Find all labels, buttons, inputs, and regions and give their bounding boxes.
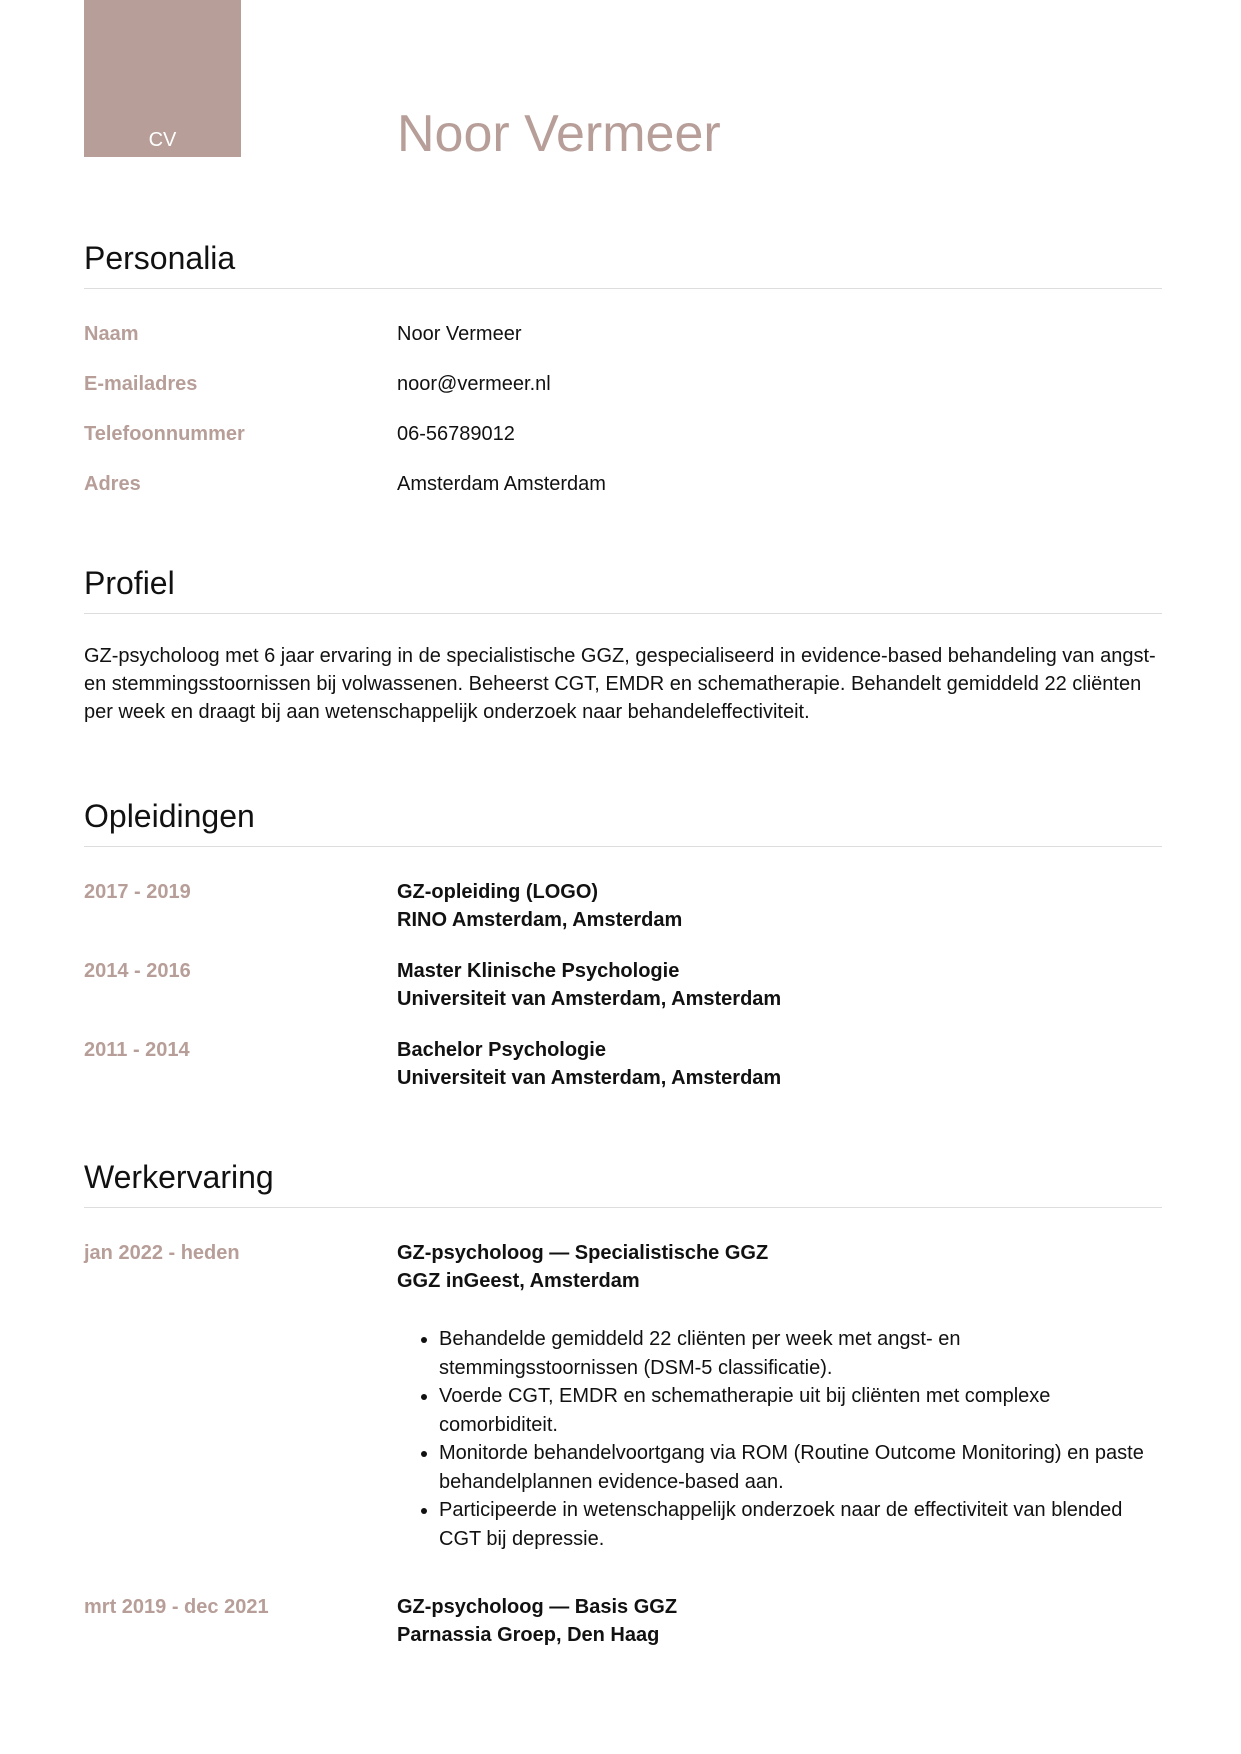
work-item bbox=[84, 1593, 1162, 1649]
personalia-row-naam bbox=[84, 320, 1162, 370]
education-item bbox=[84, 878, 1162, 957]
education-degree: GZ-opleiding (LOGO) bbox=[397, 881, 599, 903]
personalia-row-adres bbox=[84, 470, 1162, 520]
education-period: 2014 - 2016 bbox=[84, 960, 191, 982]
work-period: jan 2022 - heden bbox=[84, 1242, 240, 1264]
education-list bbox=[84, 878, 1162, 1115]
work-period: mrt 2019 - dec 2021 bbox=[84, 1596, 269, 1618]
education-item bbox=[84, 957, 1162, 1036]
work-list bbox=[84, 1239, 1162, 1649]
field-label: Telefoonnummer bbox=[84, 423, 245, 445]
list-item: • Participeerde in wetenschappelijk onderzoek naar de effectiviteit van blended CGT bij depressie. bbox=[439, 1496, 1162, 1553]
work-item bbox=[84, 1239, 1162, 1593]
personalia-row-telefoon bbox=[84, 420, 1162, 470]
list-item: • Voerde CGT, EMDR en schematherapie uit bij cliënten met complexe comorbiditeit. bbox=[439, 1382, 1162, 1439]
field-label: Naam bbox=[84, 323, 139, 345]
personalia-list bbox=[84, 320, 1162, 520]
education-institution: Universiteit van Amsterdam, Amsterdam bbox=[397, 988, 782, 1010]
field-value: noor@vermeer.nl bbox=[397, 373, 551, 395]
profile-summary: GZ-psycholoog met 6 jaar ervaring in de specialistische GGZ, gespecialiseerd in evidence-based behandeling van angst- en stemmingsstoornissen bij volwassenen. Beheerst CGT, EMDR en schematherapie. Behandelt gemiddeld 22 cliënten per week en draagt bij aan wetenschappelijk onderzoek naar behandeleffectiviteit. bbox=[84, 645, 1156, 723]
education-details bbox=[397, 878, 1162, 957]
education-degree: Master Klinische Psychologie bbox=[397, 960, 680, 982]
work-employer: Parnassia Groep, Den Haag bbox=[397, 1624, 660, 1646]
field-value: Amsterdam Amsterdam bbox=[397, 473, 606, 495]
work-responsibilities bbox=[397, 1325, 1162, 1553]
section-title-personalia: Personalia bbox=[84, 242, 1162, 289]
work-details bbox=[397, 1239, 1162, 1593]
candidate-name: Noor Vermeer bbox=[397, 105, 721, 163]
education-item bbox=[84, 1036, 1162, 1115]
work-role: GZ-psycholoog — Basis GGZ bbox=[397, 1596, 678, 1618]
profile-photo-placeholder bbox=[84, 0, 241, 157]
photo-label: CV bbox=[148, 129, 177, 151]
education-details bbox=[397, 957, 1162, 1036]
work-role: GZ-psycholoog — Specialistische GGZ bbox=[397, 1242, 769, 1264]
section-title-opleidingen: Opleidingen bbox=[84, 800, 1162, 847]
field-value: 06-56789012 bbox=[397, 423, 515, 445]
field-label: E-mailadres bbox=[84, 373, 198, 395]
section-opleidingen bbox=[84, 800, 1162, 1115]
field-value: Noor Vermeer bbox=[397, 323, 522, 345]
education-period: 2017 - 2019 bbox=[84, 881, 191, 903]
section-werkervaring bbox=[84, 1161, 1162, 1649]
field-label: Adres bbox=[84, 473, 141, 495]
section-title-profiel: Profiel bbox=[84, 567, 1162, 614]
education-period: 2011 - 2014 bbox=[84, 1039, 190, 1061]
section-profiel bbox=[84, 567, 1162, 726]
education-institution: Universiteit van Amsterdam, Amsterdam bbox=[397, 1067, 782, 1089]
work-employer: GGZ inGeest, Amsterdam bbox=[397, 1270, 640, 1292]
list-item: • Behandelde gemiddeld 22 cliënten per week met angst- en stemmingsstoornissen (DSM-5 classificatie). bbox=[439, 1325, 1162, 1382]
personalia-row-email bbox=[84, 370, 1162, 420]
education-degree: Bachelor Psychologie bbox=[397, 1039, 606, 1061]
section-title-werkervaring: Werkervaring bbox=[84, 1161, 1162, 1208]
education-institution: RINO Amsterdam, Amsterdam bbox=[397, 909, 683, 931]
section-personalia bbox=[84, 242, 1162, 520]
work-details bbox=[397, 1593, 1162, 1649]
education-details bbox=[397, 1036, 1162, 1115]
list-item: • Monitorde behandelvoortgang via ROM (Routine Outcome Monitoring) en paste behandelplannen evidence-based aan. bbox=[439, 1439, 1162, 1496]
